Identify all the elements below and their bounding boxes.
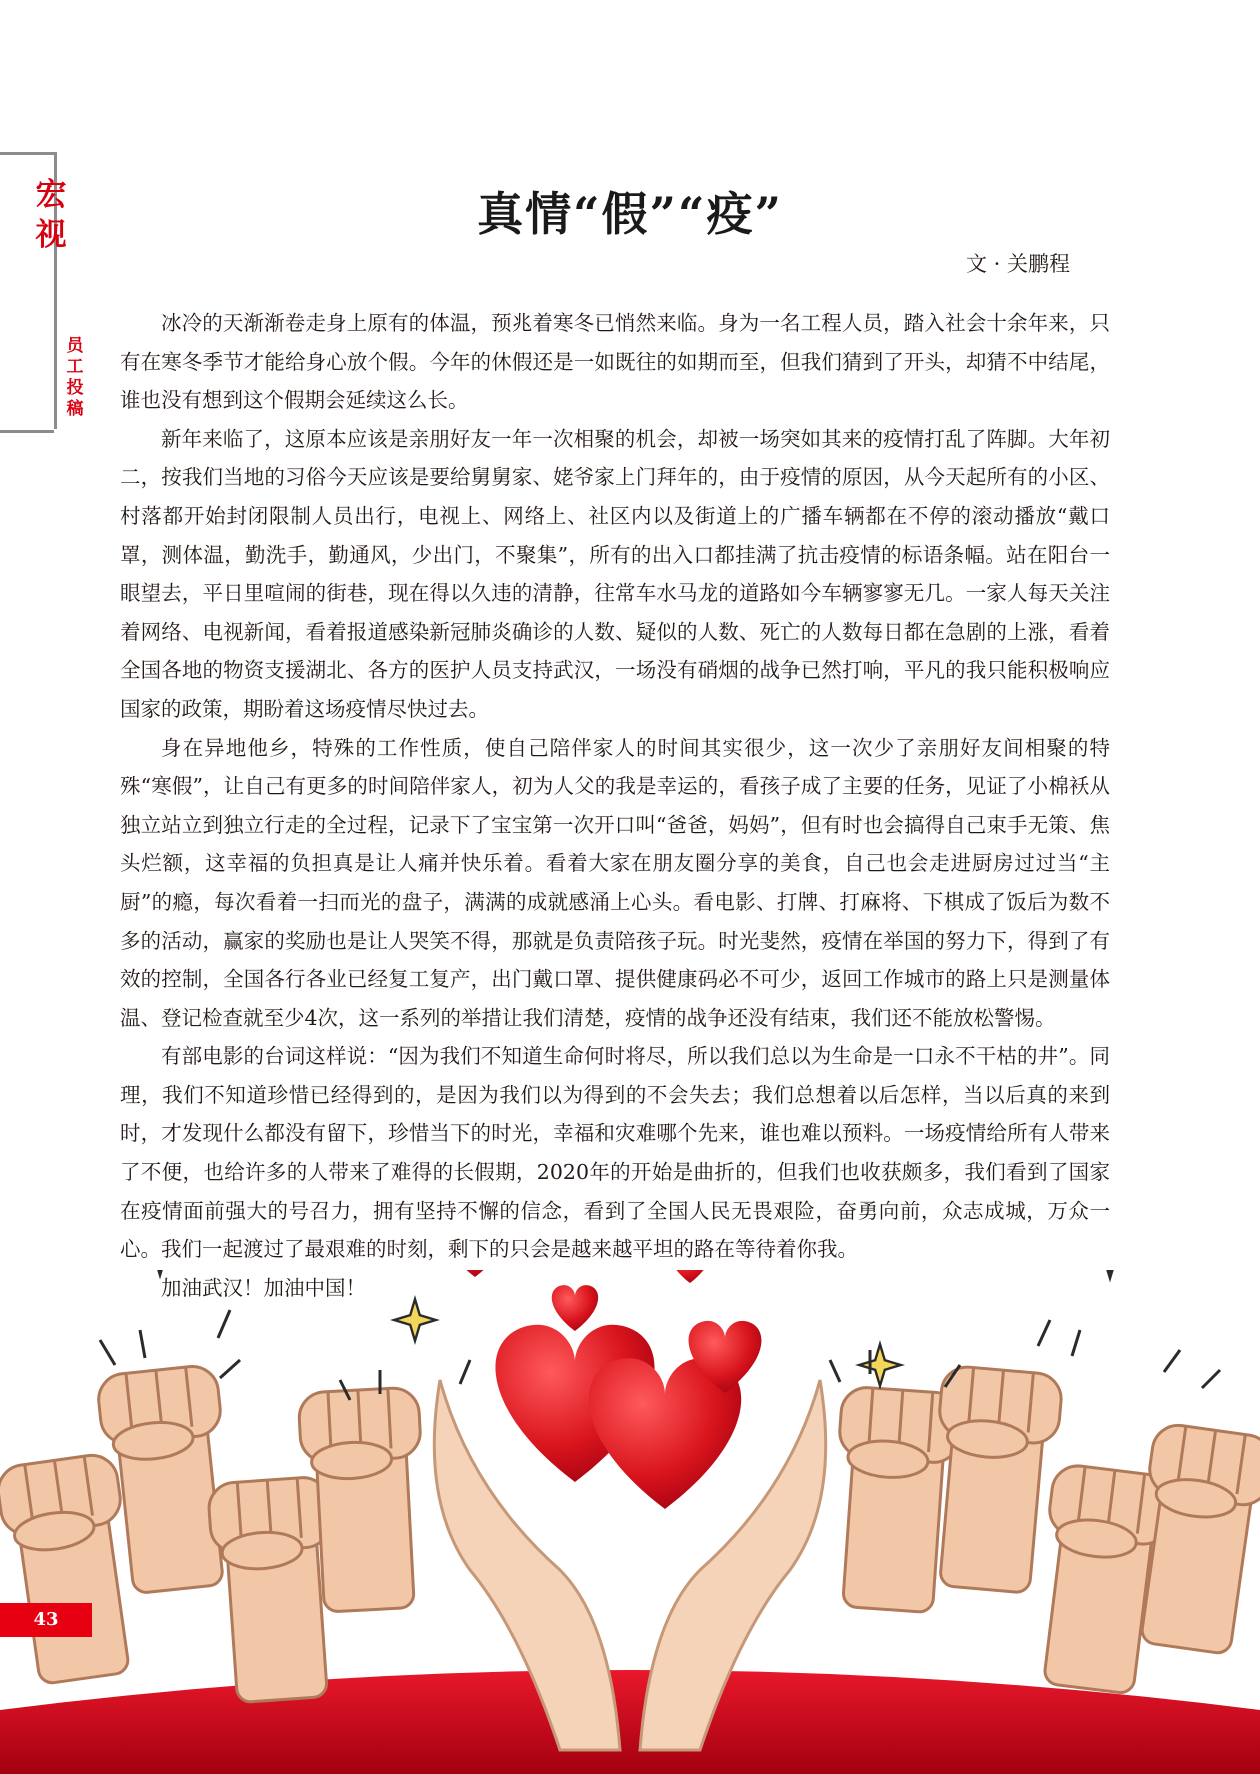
section-subtitle: 员 工 投 稿: [66, 336, 84, 419]
sparkle-icon: [129, 1270, 191, 1273]
article-author: 文 · 关鹏程: [965, 252, 1070, 276]
sparkle-icon: [394, 1299, 436, 1341]
paragraph: 新年来临了，这原本应该是亲朋好友一年一次相聚的机会，却被一场突如其来的疫情打乱了阵脚。大年初二，按我们当地的习俗今天应该是要给舅舅家、姥爷家上门拜年的，由于疫情的原因，从今天起所有的小区、村落都开始封闭限制人员出行，电视上、网络上、社区内以及街道上的广播车辆都在不停的滚动播放“戴口罩，测体温，勤洗手，勤通风，少出门，不聚集”，所有的出入口都挂满了抗击疫情的标语条幅。站在阳台一眼望去，平日里喧闹的街巷，现在得以久违的清静，往常车水马龙的道路如今车辆寥寥无几。一家人每天关注着网络、电视新闻，看着报道感染新冠肺炎确诊的人数、疑似的人数、死亡的人数每日都在急剧的上涨，看着全国各地的物资支援湖北、各方的医护人员支持武汉，一场没有硝烟的战争已然打响，平凡的我只能积极响应国家的政策，期盼着这场疫情尽快过去。: [120, 426, 1110, 721]
article-body: [120, 304, 1110, 1307]
sparkle-icon: [859, 1344, 901, 1386]
heart: [445, 1270, 505, 1277]
decorative-illustration: [0, 1270, 1260, 1774]
fist: [925, 1365, 1064, 1595]
paragraph: 冰冷的天渐渐卷走身上原有的体温，预兆着寒冬已悄然来临。身为一名工程人员，踏入社会十余年来，只有在寒冬季节才能给身心放个假。今年的休假还是一如既往的如期而至，但我们猜到了开头，却猜不中结尾，谁也没有想到这个假期会延续这么长。: [120, 311, 1110, 413]
paragraph: 有部电影的台词这样说：“因为我们不知道生命何时将尽，所以我们总以为生命是一口永不干枯的井”。同理，我们不知道珍惜已经得到的，是因为我们以为得到的不会失去；我们总想着以后怎样，当以后真的来到时，才发现什么都没有留下，珍惜当下的时光，幸福和灾难哪个先来，谁也难以预料。一场疫情给所有人带来了不便，也给许多的人带来了难得的长假期，2020年的开始是曲折的，但我们也收获颇多，我们看到了国家在疫情面前强大的号召力，拥有坚持不懈的信念，看到了全国人民无畏艰险，奋勇向前，众志成城，万众一心。我们一起渡过了最艰难的时刻，剩下的只会是越来越平坦的路在等待着你我。: [120, 1044, 1110, 1262]
heart: [552, 1285, 598, 1331]
article-title: 真情“假”“疫”: [477, 187, 783, 241]
paragraph: 加油武汉！加油中国！: [161, 1275, 366, 1300]
section-title: 宏 视: [35, 177, 67, 253]
paragraph: 身在异地他乡，特殊的工作性质，使自己陪伴家人的时间其实很少，这一次少了亲朋好友间相聚的特殊“寒假”，让自己有更多的时间陪伴家人，初为人父的我是幸运的，看孩子成了主要的任务，见证了小棉袄从独立站立到独立行走的全过程，记录下了宝宝第一次开口叫“爸爸，妈妈”，但有时也会搞得自己束手无策、焦头烂额，这幸福的负担真是让人痛并快乐着。看着大家在朋友圈分享的美食，自己也会走进厨房过过当“主厨”的瘾，每次看着一扫而光的盘子，满满的成就感涌上心头。看电影、打牌、打麻将、下棋成了饭后为数不多的活动，赢家的奖励也是让人哭笑不得，那就是负责陪孩子玩。时光斐然，疫情在举国的努力下，得到了有效的控制，全国各行各业已经复工复产，出门戴口罩、提供健康码必不可少，返回工作城市的路上只是测量体温、登记检查就至少4次，这一系列的举措让我们清楚，疫情的战争还没有结束，我们还不能放松警惕。: [120, 735, 1110, 1030]
sparkle-icon: [1079, 1270, 1141, 1276]
page-number: 43: [0, 1603, 92, 1637]
heart: [670, 1270, 710, 1283]
